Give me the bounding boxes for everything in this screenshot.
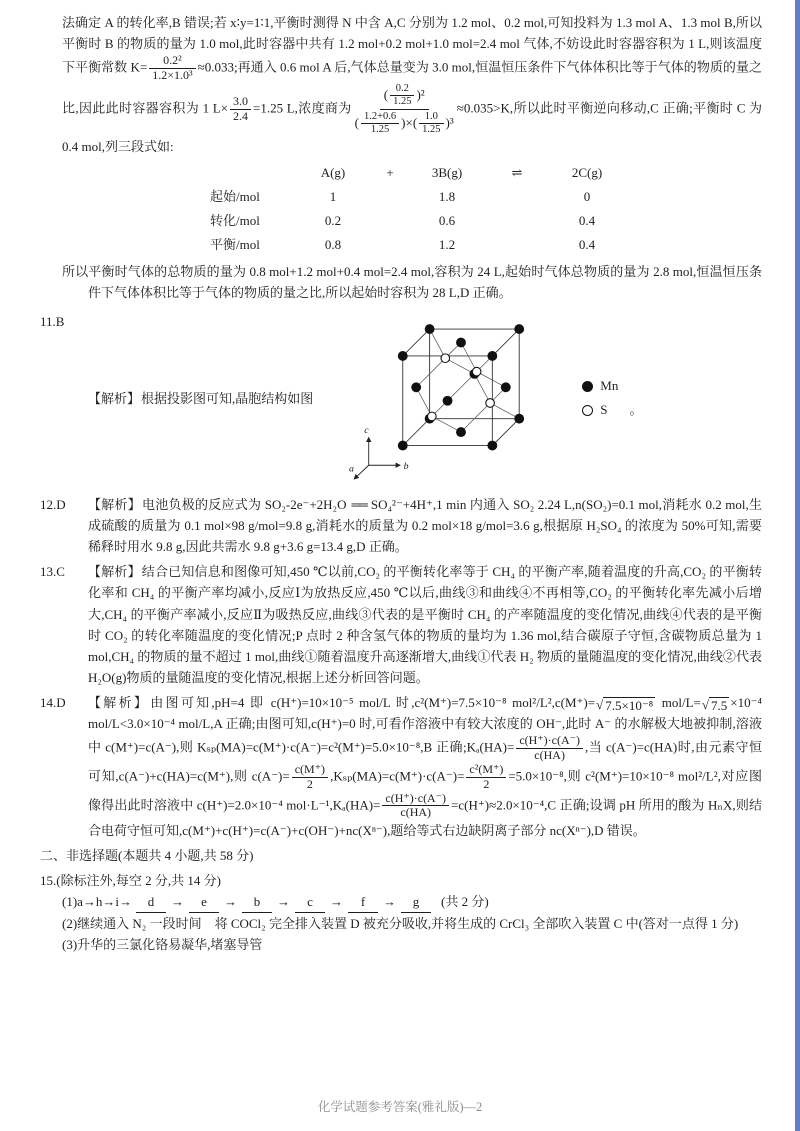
ka-fraction xyxy=(516,734,583,763)
sqrt-sign: √ xyxy=(596,696,604,712)
empty-cell xyxy=(370,185,410,209)
paren: )³ xyxy=(445,115,454,131)
empty-cell xyxy=(370,233,410,257)
text-segment: =c(H⁺)≈2.0×10⁻⁴,C 正确;设调 pH 所用的酸为 HₙX,则结合电荷守恒可知,c(M⁺)+c(H⁺)=c(A⁻)+c(OH⁻)+nc(Xⁿ⁻),题给等式右边缺阴离子部分 nc(Xⁿ⁻),D 错误。 xyxy=(88,796,762,839)
cell: 0.4 xyxy=(578,213,596,229)
analysis-tag: 【解析】 xyxy=(88,497,141,513)
fraction-denominator xyxy=(355,110,454,136)
radicand: 7.5 xyxy=(711,697,728,713)
text-segment: 根据投影图可知,晶胞结构如图 xyxy=(141,391,314,407)
fraction-numerator xyxy=(380,83,429,110)
cell: 0 xyxy=(583,189,591,205)
sentence-period: 。 xyxy=(629,402,643,418)
paren: ( xyxy=(412,115,418,131)
continued-answer-paragraph xyxy=(62,12,762,157)
answer-13 xyxy=(40,561,762,687)
axis-label-a: a xyxy=(349,463,355,475)
mn-atom-icon xyxy=(582,381,593,392)
paren: )² xyxy=(416,87,425,103)
fraction-denominator: 2 xyxy=(306,776,313,791)
answer-11-body xyxy=(88,311,762,486)
page-footer: 化学试题参考答案(雅礼版)—2 xyxy=(317,1100,483,1114)
arrow-separator: → xyxy=(277,894,291,910)
answer-11-text xyxy=(88,388,313,409)
answer-13-label: 13.C xyxy=(40,564,65,580)
arrow-separator: → xyxy=(224,894,238,910)
legend-mn xyxy=(582,378,642,395)
radicand: 7.5×10⁻⁸ xyxy=(605,697,654,713)
fraction-denominator: 1.25 xyxy=(393,95,412,107)
empty-cell xyxy=(484,185,550,209)
table-header-row xyxy=(210,161,762,185)
text-segment: 电池负极的反应式为 SO₂-2e⁻+2H₂O xyxy=(142,497,347,513)
text-segment: 结合已知信息和图像可知,450 ℃以前,CO₂ 的平衡转化率等于 CH₄ 的平衡产率,随着温度的升高,CO₂ 的平衡转化率和 CH₄ 的平衡产率均减小,反应Ⅰ为放热反应,450 ℃以后,曲线③和曲线④不再相等,CO₂ 的平衡转化率先减小后增大,CH₄ 的平衡产率减小,反应Ⅱ为吸热反应,曲线③代表的是平衡时 CH₄ 的产率随温度的变化情况,曲线④代表的是平衡时 CO₂ 的转化率随温度的变化情况;P 点时 2 种含氢气体的物质的量均为 1.36 mol,结合碳原子守恒,含碳物质总量为 1 mol,CH₄ 的物质的量不超过 1 mol,曲线①随着温度升高逐渐增大,曲线①代表 H₂ 物质的量随温度的变化情况,曲线②代表 H₂O(g)物质的量随温度的变化情况,根据上述分析回答问题。 xyxy=(88,564,762,685)
text-segment: ×10⁻⁴ mol/L<3.0×10⁻⁴ mol/L,A 正确;由图可知,c(H⁺)=0 时,可看作溶液中有较大浓度的 OH⁻,此时 A⁻ 的水解极大地被抑制,溶液中 c(M⁺)=c(A⁻),则 Kₛₚ(MA)=c(M⁺)·c(A⁻)=c²(M⁺)=5.0×10⁻⁸,B 正确;Kₐ(HA)= xyxy=(88,694,763,755)
answer-blank-2: e xyxy=(189,891,219,913)
arrow-separator: → xyxy=(330,894,344,910)
empty-cell xyxy=(484,233,550,257)
table-row-start xyxy=(210,185,762,209)
text-segment: (1)a→h→i→ xyxy=(62,894,133,910)
answer-11 xyxy=(40,311,762,486)
fraction-numerator: 0.2 xyxy=(390,83,414,96)
fraction-denominator: 1.2×1.0³ xyxy=(152,67,193,82)
scan-edge-strip xyxy=(795,0,800,1131)
cell: 1.2 xyxy=(438,237,456,253)
sqrt-expression xyxy=(596,697,655,714)
arrow-separator: → xyxy=(383,894,397,910)
fraction-numerator: 0.2² xyxy=(149,54,195,69)
fraction-denominator: 2 xyxy=(483,776,490,791)
empty-cell xyxy=(370,209,410,233)
species-a: A(g) xyxy=(320,164,346,180)
cell: 1 xyxy=(329,189,337,205)
section-2-header: 二、非选择题(本题共 4 小题,共 58 分) xyxy=(40,848,254,864)
empty-cell xyxy=(484,209,550,233)
fraction-denominator: c(HA) xyxy=(534,748,565,763)
nested-fraction xyxy=(361,111,399,136)
answer-15-header: 15.(除标注外,每空 2 分,共 14 分) xyxy=(40,873,221,889)
cell: 0.2 xyxy=(324,213,342,229)
fraction-numerator: 1.2+0.6 xyxy=(361,111,399,124)
plus-sign: + xyxy=(386,164,394,180)
sqrt-sign: √ xyxy=(701,696,710,712)
legend-s xyxy=(582,402,642,419)
sqrt-expression xyxy=(702,697,729,714)
axis-labels xyxy=(349,425,409,475)
reaction-equals-arrow: ══ xyxy=(351,497,366,513)
equilibrium-arrow: ⇌ xyxy=(511,164,523,180)
row-label: 转化/mol xyxy=(210,213,260,229)
answer-blank-5: f xyxy=(348,891,378,913)
equilibrium-constant-fraction xyxy=(149,54,195,83)
cell: 1.8 xyxy=(438,189,456,205)
text-segment: SO₄²⁻+4H⁺,1 min 内通入 SO₂ 2.24 L,n(SO₂)=0.1 mol,消耗水 0.2 mol,生成硫酸的质量为 0.1 mol×98 g/mol=9.8 g,消耗水的质量为 0.2 mol×18 g/mol=3.6 g,根据原 H₂SO₄ 的浓度为 50%可知,需要稀释时用水 9.8 g,因此共需水 9.8 g+3.6 g=13.4 g,D 正确。 xyxy=(88,497,762,555)
paren: ( xyxy=(354,115,359,131)
fraction-numerator: 1.0 xyxy=(419,111,443,124)
row-label: 起始/mol xyxy=(210,189,260,205)
crystal-figure xyxy=(349,311,642,486)
axis-label-c: c xyxy=(364,425,369,437)
text-segment: ≈0.033;再通入 0.6 mol A 后,气体总量变为 3.0 mol,恒温恒压条件下气体体积比等于气体的物质的量之比,因此此时容器容积为 1 L× xyxy=(62,59,762,116)
legend-s-label: S xyxy=(600,402,608,418)
text-segment: ≈0.035>K,所以此时平衡逆向移动,C 正确;平衡时 C 为 0.4 mol,列三段式如: xyxy=(62,100,762,154)
fraction-denominator: 2.4 xyxy=(233,108,249,123)
fraction-numerator: c(M⁺) xyxy=(292,763,328,778)
text-segment: mol/L= xyxy=(656,694,701,710)
text-segment: 由图可知,pH=4 即 c(H⁺)=10×10⁻⁵ mol/L 时,c²(M⁺)=7.5×10⁻⁸ mol²/L²,c(M⁺)= xyxy=(150,694,596,710)
axis-label-b: b xyxy=(403,461,409,473)
cell: 0.6 xyxy=(438,213,456,229)
analysis-tag: 【解析】 xyxy=(88,564,141,580)
answer-blank-1: d xyxy=(136,891,166,913)
table-row-equilibrium xyxy=(210,233,762,257)
answer-15 xyxy=(40,870,762,955)
text-segment: =1.25 L,浓度商为 xyxy=(253,100,352,116)
fraction-denominator: 1.25 xyxy=(422,123,441,135)
answer-blank-4: c xyxy=(295,891,325,913)
answer-blank-3: b xyxy=(242,891,272,913)
fraction-numerator: c(H⁺)·c(A⁻) xyxy=(382,792,449,807)
analysis-tag: 【解析】 xyxy=(88,694,150,710)
half-concentration-fraction xyxy=(292,763,328,792)
fraction-numerator: c(H⁺)·c(A⁻) xyxy=(516,734,583,749)
concentration-quotient-fraction xyxy=(355,83,454,136)
answer-14 xyxy=(40,692,762,841)
row-label: 平衡/mol xyxy=(210,237,260,253)
answer-blank-6: g xyxy=(401,891,431,913)
text-segment: ,当 c(A⁻)=c(HA)时,由元素守恒可知,c(A⁻)+c(HA)=c(M⁺),则 c(A⁻)= xyxy=(88,739,762,784)
page-content xyxy=(40,12,762,955)
legend-mn-label: Mn xyxy=(600,378,619,394)
text-segment: =5.0×10⁻⁸,则 c²(M⁺)=10×10⁻⁸ mol²/L²,对应图像得出此时溶液中 c(H⁺)=2.0×10⁻⁴ mol·L⁻¹,Kₐ(HA)= xyxy=(88,768,763,812)
ksp-fraction xyxy=(466,763,506,792)
answer-15-1 xyxy=(62,891,762,913)
axes xyxy=(354,437,401,480)
analysis-tag: 【解析】 xyxy=(88,391,141,407)
crystal-cell-svg xyxy=(349,311,564,486)
text-segment: 法确定 A 的转化率,B 错误;若 x∶y=1∶1,平衡时测得 N 中含 A,C 分别为 1.2 mol、0.2 mol,可知投料为 1.3 mol A、1.3 mol B,所以平衡时 B 的物质的量为 1.0 mol,此时容器中共有 1.2 mol+0.2 mol+1.0 mol=2.4 mol 气体,不妨设此时容器容积为 1 L,则该温度下平衡常数 K= xyxy=(62,15,762,75)
score-note: (共 2 分) xyxy=(441,894,489,910)
fraction-denominator: 1.25 xyxy=(370,123,390,135)
text-segment: ,Kₛₚ(MA)=c(M⁺)·c(A⁻)= xyxy=(330,768,465,784)
answer-14-label: 14.D xyxy=(40,694,66,710)
cell: 0.4 xyxy=(578,237,596,253)
volume-ratio-fraction xyxy=(230,95,251,124)
times-sign: × xyxy=(405,115,413,131)
empty-cell xyxy=(210,161,296,185)
answer-15-3: (3)升华的三氯化铬易凝华,堵塞导管 xyxy=(62,937,263,953)
nested-fraction xyxy=(419,111,443,136)
answer-12-label: 12.D xyxy=(40,497,66,513)
figure-legend xyxy=(582,371,642,426)
answer-12 xyxy=(40,494,762,557)
answer-11-label: 11.B xyxy=(40,314,65,330)
species-b: 3B(g) xyxy=(431,164,463,180)
species-c: 2C(g) xyxy=(571,164,603,180)
paren: ) xyxy=(401,115,406,131)
paren: ( xyxy=(383,87,389,103)
cell: 0.8 xyxy=(324,237,342,253)
total-amount-paragraph: 所以平衡时气体的总物质的量为 0.8 mol+1.2 mol+0.4 mol=2.4 mol,容积为 24 L,起始时气体总物质的量为 2.8 mol,恒温恒压条件下气体体积比等于气体的物质的量之比,所以起始时容积为 28 L,D 正确。 xyxy=(62,264,762,301)
fraction-numerator: c²(M⁺) xyxy=(466,763,506,778)
fraction-numerator: 3.0 xyxy=(230,95,251,110)
fraction-denominator: c(HA) xyxy=(400,805,432,820)
answer-15-2: (2)继续通入 N₂ 一段时间 将 COCl₂ 完全排入装置 D 被充分吸收,并将生成的 CrCl₃ 全部吹入装置 C 中(答对一点得 1 分) xyxy=(62,916,739,932)
arrow-separator: → xyxy=(171,894,185,910)
ka-fraction xyxy=(382,792,449,821)
s-atom-icon xyxy=(582,405,593,416)
table-row-convert xyxy=(210,209,762,233)
three-stage-table xyxy=(210,161,762,257)
nested-fraction xyxy=(390,83,414,108)
